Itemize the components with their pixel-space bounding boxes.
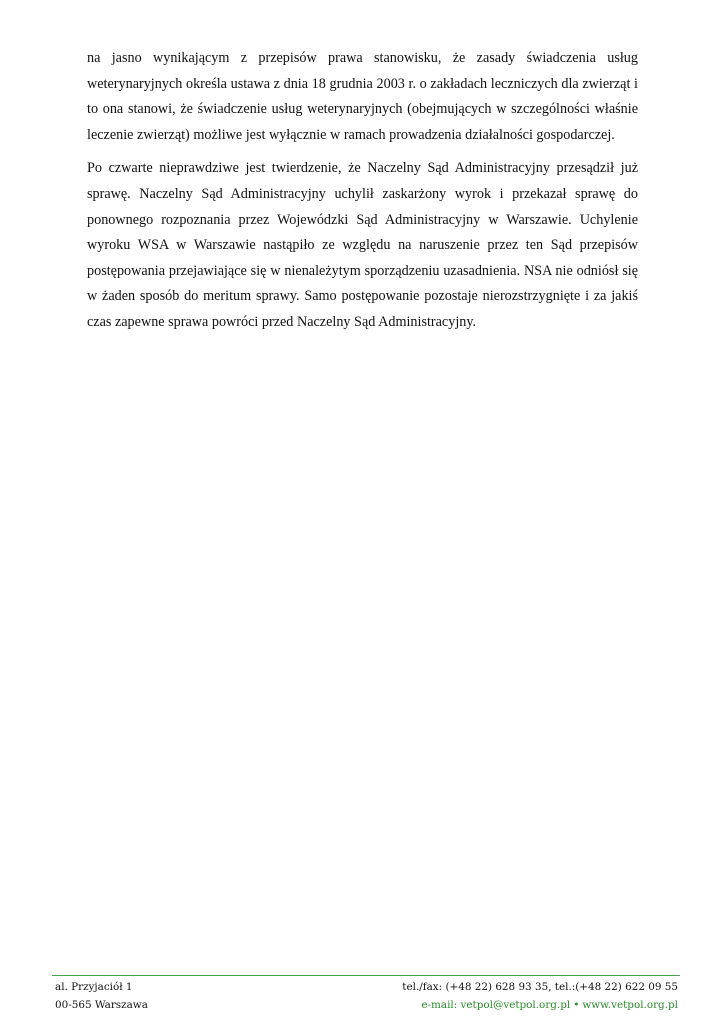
document-body <box>87 46 638 344</box>
footer-contact <box>402 978 678 1014</box>
footer-web-line <box>402 996 678 1014</box>
footer-address-street: al. Przyjaciół 1 <box>55 981 133 993</box>
footer-website[interactable]: www.vetpol.org.pl <box>582 999 678 1011</box>
footer-email[interactable]: e-mail: vetpol@vetpol.org.pl <box>421 999 571 1011</box>
footer-address <box>55 978 148 1014</box>
paragraph-2: Po czwarte nieprawdziwe jest twierdzenie, że Naczelny Sąd Administracyjny przesądził już sprawę. Naczelny Sąd Administracyjny uchylił zaskarżony wyrok i przekazał sprawę do ponownego rozpoznania przez Wojewódzki Sąd Administracyjny w Warszawie. Uchylenie wyroku WSA w Warszawie nastąpiło ze względu na naruszenie przez ten Sąd przepisów postępowania przejawiające się w nienależytym sporządzeniu uzasadnienia. NSA nie odniósł się w żaden sposób do meritum sprawy. Samo postępowanie pozostaje nierozstrzygnięte i za jakiś czas zapewne sprawa powróci przed Naczelny Sąd Administracyjny. <box>87 160 638 330</box>
footer-address-city: 00-565 Warszawa <box>55 999 148 1011</box>
footer-bullet: • <box>573 999 580 1011</box>
paragraph-1: na jasno wynikającym z przepisów prawa stanowisku, że zasady świadczenia usług weterynaryjnych określa ustawa z dnia 18 grudnia 2003 r. o zakładach leczniczych dla zwierząt i to ona stanowi, że świadczenie usług weterynaryjnych (obejmujących w szczególności właśnie leczenie zwierząt) możliwe jest wyłącznie w ramach prowadzenia działalności gospodarczej. <box>87 50 638 143</box>
footer-divider <box>52 975 680 976</box>
footer-phone: tel./fax: (+48 22) 628 93 35, tel.:(+48 22) 622 09 55 <box>402 981 678 993</box>
